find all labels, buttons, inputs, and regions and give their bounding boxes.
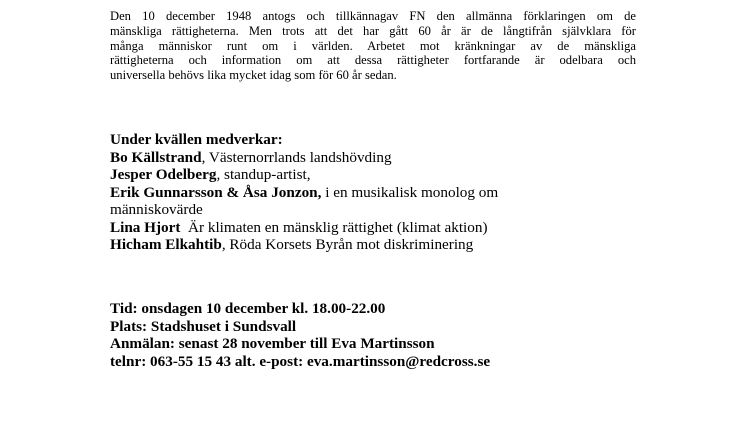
event-contact: telnr: 063-55 15 43 alt. e-post: eva.martinsson@redcross.se (110, 352, 491, 370)
intro-line: Den 10 december 1948 antogs och tillkännagav FN den allmänna förklaringen om de (110, 9, 636, 23)
participant-desc: i en musikalisk monolog om (321, 183, 499, 201)
intro-line: rättigheterna och information om att dessa rättigheter fortfarande är odelbara och (110, 53, 636, 68)
event-registration: Anmälan: senast 28 november till Eva Martinsson (110, 335, 435, 352)
participant-row (110, 149, 498, 167)
participant-name: Lina Hjort (110, 218, 181, 236)
intro-line: universella behövs lika mycket idag som för 60 år sedan. (110, 68, 397, 83)
intro-line: mänskliga rättigheterna. Men trots att det har gått 60 år är de långtifrån självklara för (110, 23, 636, 38)
participant-desc-continued: människovärde (110, 201, 203, 218)
participant-row (110, 184, 498, 202)
participants-section (110, 131, 498, 254)
intro-line: många människor runt om i världen. Arbetet mot kränkningar av de mänskliga (110, 38, 636, 53)
cut-off-text-line (110, 412, 113, 426)
intro-paragraph (110, 9, 636, 83)
participant-name: Jesper Odelberg (110, 166, 217, 183)
participant-row (110, 236, 498, 254)
event-details (110, 300, 490, 370)
participants-heading: Under kvällen medverkar: (110, 131, 283, 148)
event-place: Plats: Stadshuset i Sundsvall (110, 317, 297, 335)
event-time: Tid: onsdagen 10 december kl. 18.00-22.00 (110, 300, 386, 317)
participant-row (110, 219, 498, 237)
participant-row (110, 166, 498, 184)
participant-desc: , Västernorrlands landshövding (201, 148, 392, 166)
participant-name: Bo Källstrand (110, 148, 202, 166)
participant-name: Hicham Elkahtib (110, 236, 222, 253)
participant-name: Erik Gunnarsson & Åsa Jonzon, (110, 183, 322, 201)
participant-desc: , Röda Korsets Byrån mot diskriminering (221, 236, 474, 253)
participant-desc: Är klimaten en mänsklig rättighet (klimat aktion) (180, 218, 488, 236)
participant-desc: , standup-artist, (216, 166, 311, 183)
